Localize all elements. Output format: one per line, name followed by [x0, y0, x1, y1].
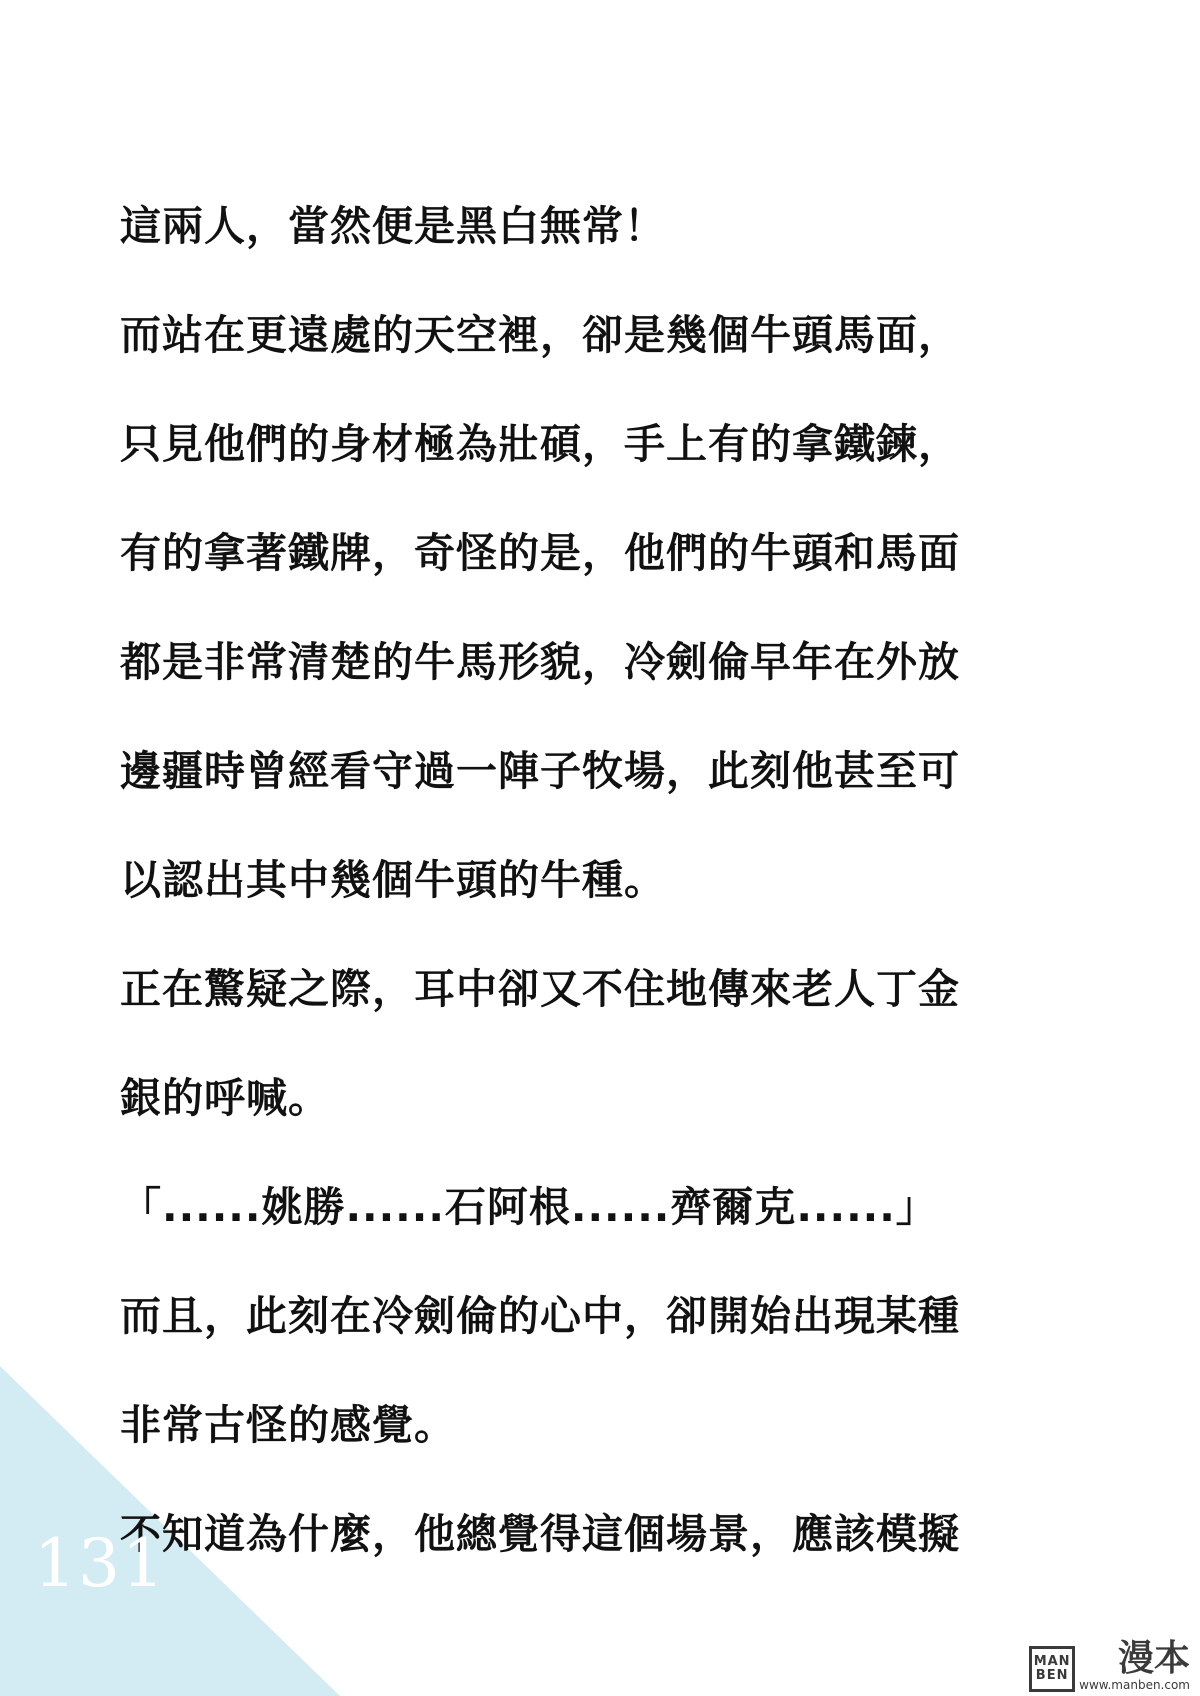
- watermark: [1029, 1640, 1190, 1692]
- paragraph: 這兩人，當然便是黑白無常！: [120, 202, 666, 250]
- paragraph: 以認出其中幾個牛頭的牛種。: [120, 856, 666, 904]
- paragraph: 有的拿著鐵牌，奇怪的是，他們的牛頭和馬面: [120, 529, 960, 577]
- paragraph: 而且，此刻在冷劍倫的心中，卻開始出現某種: [120, 1292, 960, 1340]
- paragraph: 銀的呼喊。: [120, 1074, 330, 1122]
- watermark-url: www.manben.com: [1079, 1678, 1190, 1692]
- page-number: 131: [34, 1525, 166, 1602]
- paragraph: 而站在更遠處的天空裡，卻是幾個牛頭馬面，: [120, 311, 960, 359]
- paragraph: 都是非常清楚的牛馬形貌，冷劍倫早年在外放: [120, 638, 960, 686]
- paragraph: 只見他們的身材極為壯碩，手上有的拿鐵鍊，: [120, 420, 960, 468]
- watermark-cjk: 漫本: [1117, 1638, 1190, 1679]
- paragraph: 「......姚勝......石阿根......齊爾克......」: [120, 1183, 938, 1231]
- paragraph: 不知道為什麼，他總覺得這個場景，應該模擬: [120, 1510, 960, 1558]
- paragraph: 正在驚疑之際，耳中卻又不住地傳來老人丁金: [120, 965, 960, 1013]
- text-body: [120, 172, 1080, 1589]
- paragraph: 非常古怪的感覺。: [120, 1401, 456, 1449]
- watermark-logo-icon: MAN BEN: [1029, 1646, 1075, 1692]
- paragraph: 邊疆時曾經看守過一陣子牧場，此刻他甚至可: [120, 747, 960, 795]
